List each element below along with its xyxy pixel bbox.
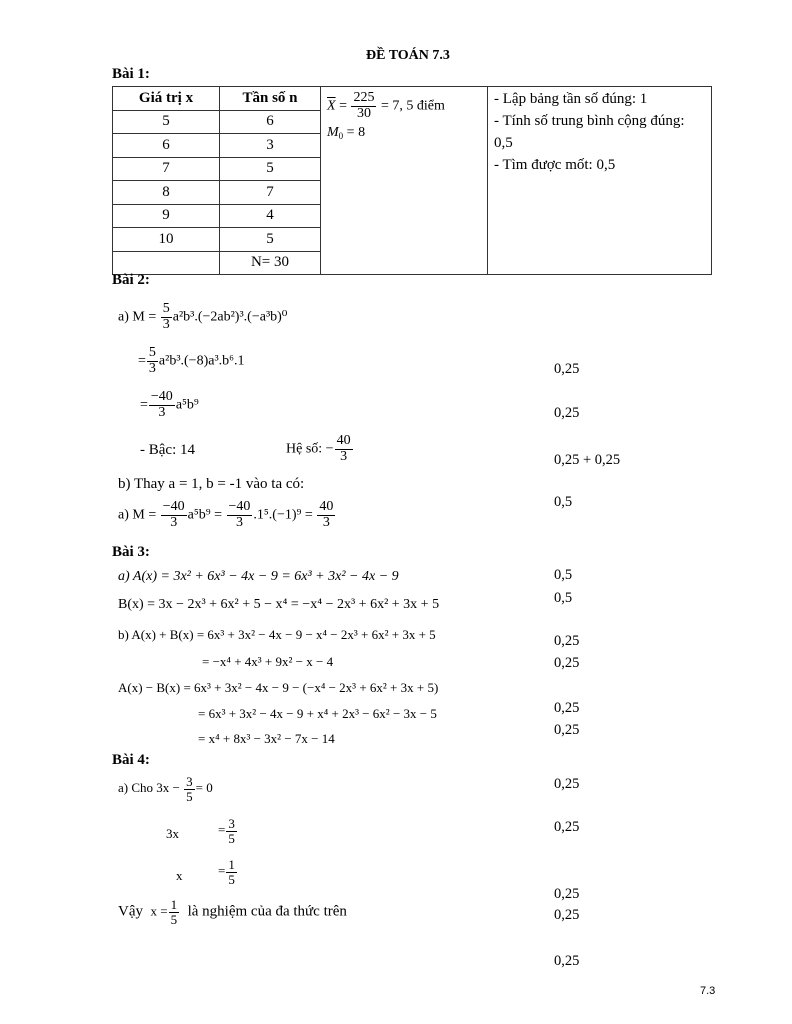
bai3-line6: = 6x³ + 3x² − 4x − 9 + x⁴ + 2x³ − 6x² − 3x − 5 bbox=[198, 706, 437, 721]
bai4-score: 0,25 bbox=[554, 953, 580, 969]
bai3-line5: A(x) − B(x) = 6x³ + 3x² − 4x − 9 − (−x⁴ − 2x³ + 6x² + 3x + 5) bbox=[118, 680, 439, 695]
grading-notes: - Lập bảng tần số đúng: 1 - Tính số trung bình cộng đúng: 0,5 - Tìm được mốt: 0,5 bbox=[488, 87, 712, 275]
bai4-lhs-x: x bbox=[176, 868, 183, 883]
bai4-rhs-3-5: = $\frac{3}{5}$ bbox=[218, 816, 235, 846]
bai4-lhs-3x: 3x bbox=[166, 826, 179, 841]
table-row: 10 5 bbox=[113, 228, 712, 252]
bai4-score: 0,25 bbox=[554, 776, 580, 792]
bai3-line1: a) A(x) = 3x² + 6x³ − 4x − 9 = 6x³ + 3x² − 4x − 9 bbox=[118, 569, 399, 584]
bai4-score: 0,25 bbox=[554, 907, 580, 923]
bai2-b-eq: a) M = $\frac{-40}{3}$ a⁵b⁹ = $\frac{-40}{3}$ .1⁵.(−1)⁹ = $\frac{40}{3}$ bbox=[118, 499, 334, 530]
bai3-line4: = −x⁴ + 4x³ + 9x² − x − 4 bbox=[202, 654, 334, 669]
section-bai1-label: Bài 1: bbox=[112, 66, 150, 82]
mean-mode-cell bbox=[321, 87, 488, 275]
bai3-line3: b) A(x) + B(x) = 6x³ + 3x² − 4x − 9 − x⁴ − 2x³ + 6x² + 3x + 5 bbox=[118, 627, 436, 642]
bai2-coefficient: Hệ số: − $\frac{40}{3}$ bbox=[286, 433, 351, 464]
bai3-score: 0,25 bbox=[554, 633, 580, 649]
bai3-line2: B(x) = 3x − 2x³ + 6x² + 5 − x⁴ = −x⁴ − 2x³ + 6x² + 3x + 5 bbox=[118, 597, 440, 612]
bai3-score: 0,25 bbox=[554, 655, 580, 671]
section-bai2-label: Bài 2: bbox=[112, 272, 150, 288]
page-number: 7.3 bbox=[700, 985, 716, 997]
bai2-line1: a) M = $\frac{5}{3}$ a²b³.(−2ab²)³.(−a³b)⁰ bbox=[118, 301, 288, 332]
bai2-degree: - Bậc: 14 bbox=[140, 442, 195, 458]
bai4-line1: a) Cho 3x − $\frac{3}{5}$ = 0 bbox=[118, 774, 213, 804]
header-tan-so: Tần số n bbox=[220, 87, 321, 111]
table-row: 5 6 bbox=[113, 110, 712, 134]
section-bai4-label: Bài 4: bbox=[112, 752, 150, 768]
table-row: 9 4 bbox=[113, 204, 712, 228]
table-row: 6 3 bbox=[113, 134, 712, 158]
bai4-score: 0,25 bbox=[554, 886, 580, 902]
section-bai3-label: Bài 3: bbox=[112, 544, 150, 560]
bai2-b-line: b) Thay a = 1, b = -1 vào ta có: bbox=[118, 476, 305, 492]
table-total-row: N= 30 bbox=[113, 251, 712, 275]
bai2-score: 0,25 bbox=[554, 405, 580, 421]
mode-formula: $M_0 = 8$ bbox=[327, 125, 366, 142]
bai4-rhs-1-5: = $\frac{1}{5}$ bbox=[218, 857, 235, 887]
bai3-score: 0,25 bbox=[554, 722, 580, 738]
page-title: ĐỀ TOÁN 7.3 bbox=[366, 48, 450, 63]
bai2-score: 0,25 bbox=[554, 361, 580, 377]
bai2-line2: = $\frac{5}{3}$ a²b³.(−8)a³.b⁶.1 bbox=[138, 345, 245, 376]
bai3-line7: = x⁴ + 8x³ − 3x² − 7x − 14 bbox=[198, 731, 335, 746]
bai2-line3: = $\frac{-40}{3}$ a⁵b⁹ bbox=[140, 389, 199, 420]
bai3-score: 0,5 bbox=[554, 567, 573, 583]
bai2-score: 0,5 bbox=[554, 494, 573, 510]
header-gia-tri: Giá trị x bbox=[113, 87, 220, 111]
bai3-score: 0,25 bbox=[554, 700, 580, 716]
frequency-table bbox=[112, 86, 712, 275]
table-row: 8 7 bbox=[113, 181, 712, 205]
bai4-conclusion: Vậy x = $\frac{1}{5}$ là nghiệm của đa thức trên bbox=[118, 897, 347, 927]
table-row: 7 5 bbox=[113, 157, 712, 181]
mean-formula: $\overline{X}$ = $\frac{225}{30}$ = 7, 5 điểm bbox=[327, 90, 445, 121]
bai4-score: 0,25 bbox=[554, 819, 580, 835]
bai2-score: 0,25 + 0,25 bbox=[554, 452, 621, 468]
bai3-score: 0,5 bbox=[554, 590, 573, 606]
